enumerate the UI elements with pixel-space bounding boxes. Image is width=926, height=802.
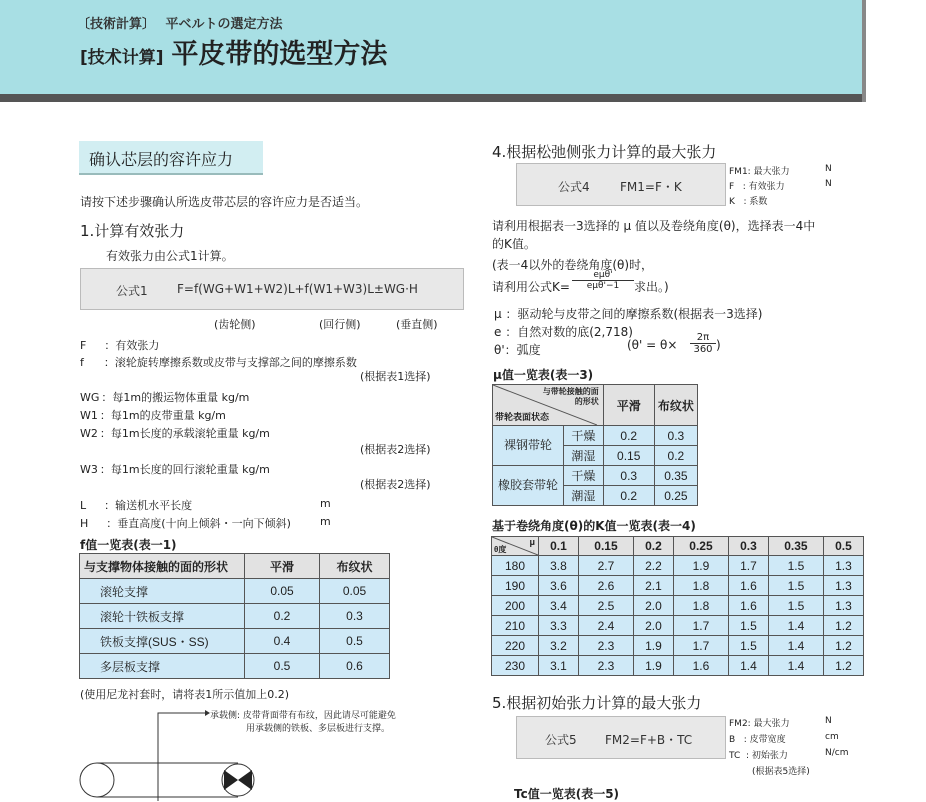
table4-k-cell: 1.9 <box>633 636 673 656</box>
table4-k-cell: 1.6 <box>728 576 768 596</box>
k-fraction-den: eμθ'−1 <box>586 281 620 291</box>
table4-angle-cell: 190 <box>492 576 539 596</box>
e-def: e ：自然对数的底(2,718) <box>494 325 633 339</box>
table1 <box>79 553 390 679</box>
legend4-F: F : 有效张力 <box>729 182 785 192</box>
formula4-text: FM1=F・K <box>620 180 682 194</box>
formula5-box <box>516 716 726 759</box>
formula4-label: 公式4 <box>558 180 590 194</box>
table4-k-cell: 1.6 <box>673 656 728 676</box>
table4-k-cell: 1.5 <box>728 616 768 636</box>
table1-header-shape: 与支撑物体接触的面的形状 <box>80 554 245 579</box>
section-title-box <box>79 141 263 175</box>
belt-diagram <box>78 760 258 801</box>
table4-k-cell: 1.5 <box>768 596 823 616</box>
legend5-note: (根据表5选择) <box>752 767 810 777</box>
table4-k-cell: 1.6 <box>728 596 768 616</box>
theta-def: θ'：弧度 <box>494 343 541 357</box>
theta-fraction <box>690 332 716 355</box>
table3 <box>492 384 698 506</box>
table-row <box>492 576 864 596</box>
table4-k-cell: 2.2 <box>633 556 673 576</box>
subtitle-bracket: 〔技術計算〕 <box>77 17 156 32</box>
table4-k-cell: 1.5 <box>768 576 823 596</box>
table4-k-cell: 1.9 <box>673 556 728 576</box>
table-row <box>492 616 864 636</box>
mu-def: μ ：驱动轮与皮带之间的摩擦系数(根据表一3选择) <box>494 307 763 321</box>
table4-k-cell: 1.3 <box>823 556 863 576</box>
subtitle-text: 平ベルトの選定方法 <box>165 17 283 32</box>
table4-k-cell: 2.0 <box>633 616 673 636</box>
table-row <box>492 636 864 656</box>
table5-caption: Tc值一览表(表一5) <box>514 787 620 801</box>
def-W2: W2 ：每1m长度的承载滚轮重量 kg/m <box>80 427 270 440</box>
table4-caption: 基于卷绕角度(θ)的K值一览表(表一4) <box>492 519 696 533</box>
table4-k-cell: 1.4 <box>728 656 768 676</box>
title-bracket: [技术计算] <box>80 48 164 68</box>
table1-caption: f值一览表(表一1) <box>80 538 177 552</box>
label-return-side: (回行侧) <box>319 318 361 331</box>
table4-k-cell: 1.9 <box>633 656 673 676</box>
table4-header-mu: 0.15 <box>578 537 633 556</box>
def-f-note: (根据表1选择) <box>360 370 431 383</box>
legend4-FM1: FM1: 最大张力 <box>729 167 790 177</box>
table-row <box>492 596 864 616</box>
table4-k-cell: 2.6 <box>578 576 633 596</box>
table4-header-mu: 0.25 <box>673 537 728 556</box>
table-row: 多层板支撑 0.5 0.6 <box>80 654 390 679</box>
step4-para2: 的K值。 <box>492 237 536 251</box>
theta-fraction-num: 2π <box>690 332 716 344</box>
legend4-F-unit: N <box>825 179 832 189</box>
def-f: f ：滚轮旋转摩擦系数或皮带与支撑部之间的摩擦系数 <box>80 356 357 369</box>
table4-k-cell: 2.7 <box>578 556 633 576</box>
table4-header-mu: 0.3 <box>728 537 768 556</box>
table4-k-cell: 1.5 <box>768 556 823 576</box>
table4-k-cell: 2.1 <box>633 576 673 596</box>
header-shadow <box>862 0 866 102</box>
header-title <box>80 32 387 71</box>
table4-k-cell: 1.4 <box>768 656 823 676</box>
table4 <box>491 536 864 676</box>
page-title: 平皮带的选型方法 <box>171 39 388 70</box>
step4-para3: (表一4以外的卷绕角度(θ)时， <box>492 258 654 272</box>
section-title: 确认芯层的容许应力 <box>89 150 234 169</box>
step4-para4a: 请利用公式K= <box>492 280 570 294</box>
table4-header-mu: 0.5 <box>823 537 863 556</box>
legend5-B-unit: cm <box>825 732 839 742</box>
table3-group-steel: 裸钢带轮 <box>493 426 564 466</box>
table-row: 裸钢带轮 干燥 0.2 0.3 <box>493 426 698 446</box>
formula1-box <box>80 268 464 310</box>
formula4-box <box>516 163 726 206</box>
table4-k-cell: 1.4 <box>768 636 823 656</box>
callout-text-1: 承载侧: 皮带背面带有布纹，因此请尽可能避免 <box>210 711 396 721</box>
table4-k-cell: 2.5 <box>578 596 633 616</box>
table4-k-cell: 3.8 <box>539 556 579 576</box>
table4-angle-cell: 220 <box>492 636 539 656</box>
table4-k-cell: 3.2 <box>539 636 579 656</box>
step1-heading: 1.计算有效张力 <box>80 222 185 240</box>
def-H-unit: m <box>320 515 331 528</box>
table4-k-cell: 1.2 <box>823 616 863 636</box>
table4-corner-theta: θ度 <box>494 545 507 554</box>
formula5-text: FM2=F+B・TC <box>605 733 693 747</box>
table4-k-cell: 1.8 <box>673 576 728 596</box>
theta-fraction-den: 360 <box>693 344 713 355</box>
table4-corner <box>492 537 539 556</box>
table3-caption: μ值一览表(表一3) <box>493 368 594 382</box>
step4-heading: 4.根据松弛侧张力计算的最大张力 <box>492 143 717 161</box>
legend5-FM2: FM2: 最大张力 <box>729 719 790 729</box>
table4-k-cell: 3.6 <box>539 576 579 596</box>
table4-k-cell: 1.2 <box>823 636 863 656</box>
table-row: 滚轮支撑 0.05 0.05 <box>80 579 390 604</box>
table-row <box>492 556 864 576</box>
legend5-TC: TC : 初始张力 <box>729 751 788 761</box>
def-H: H ：垂直高度(十向上倾斜・一向下倾斜) <box>80 517 291 530</box>
table4-k-cell: 1.3 <box>823 596 863 616</box>
table4-k-cell: 1.7 <box>673 616 728 636</box>
table1-note: (使用尼龙衬套时，请将表1所示值加上0.2) <box>80 688 290 701</box>
table4-k-cell: 1.4 <box>768 616 823 636</box>
k-fraction <box>572 270 634 291</box>
table4-k-cell: 1.2 <box>823 656 863 676</box>
legend5-TC-unit: N/cm <box>825 748 849 758</box>
table4-k-cell: 2.4 <box>578 616 633 636</box>
def-W2-note: (根据表2选择) <box>360 443 431 456</box>
table-row: 潮湿 0.15 0.2 <box>493 446 698 466</box>
table4-k-cell: 3.1 <box>539 656 579 676</box>
k-fraction-num: eμθ' <box>572 270 634 281</box>
intro-text: 请按下述步骤确认所选皮带芯层的容许应力是否适当。 <box>80 195 369 209</box>
table-row <box>492 656 864 676</box>
step5-heading: 5.根据初始张力计算的最大张力 <box>492 694 702 712</box>
formula1-label: 公式1 <box>116 284 148 298</box>
legend5-FM2-unit: N <box>825 716 832 726</box>
def-F: F ：有效张力 <box>80 339 160 352</box>
table4-k-cell: 1.7 <box>673 636 728 656</box>
table3-header-cloth: 布纹状 <box>654 385 697 426</box>
table3-corner <box>493 385 604 426</box>
table4-k-cell: 2.0 <box>633 596 673 616</box>
def-L-unit: m <box>320 497 331 510</box>
table4-k-cell: 3.3 <box>539 616 579 636</box>
def-W1: W1 ：每1m的皮带重量 kg/m <box>80 409 226 422</box>
table-row: 滚轮十铁板支撑 0.2 0.3 <box>80 604 390 629</box>
table4-angle-cell: 230 <box>492 656 539 676</box>
table4-k-cell: 1.8 <box>673 596 728 616</box>
table4-corner-mu: μ <box>529 537 535 547</box>
table4-k-cell: 1.7 <box>728 556 768 576</box>
table4-k-cell: 2.3 <box>578 656 633 676</box>
theta-formula-b: ) <box>716 338 721 352</box>
legend4-K: K : 系数 <box>729 197 768 207</box>
table1-header-cloth: 布纹状 <box>320 554 390 579</box>
table-row: 橡胶套带轮 干燥 0.3 0.35 <box>493 466 698 486</box>
label-gear-side: (齿轮侧) <box>214 318 256 331</box>
step1-desc: 有效张力由公式1计算。 <box>106 249 234 263</box>
table1-header-smooth: 平滑 <box>245 554 320 579</box>
table3-head-bottom: 带轮表面状态 <box>495 412 550 422</box>
formula5-label: 公式5 <box>545 733 577 747</box>
table4-header-mu: 0.2 <box>633 537 673 556</box>
table4-header-mu: 0.35 <box>768 537 823 556</box>
step4-para1: 请利用根据表一3选择的 μ 值以及卷绕角度(θ)，选择表一4中 <box>492 219 816 233</box>
table3-head-top: 与带轮接触的面的形状 <box>542 387 599 406</box>
legend5-B: B : 皮带宽度 <box>729 735 786 745</box>
table-row: 潮湿 0.2 0.25 <box>493 486 698 506</box>
callout-text-2: 用承载侧的铁板、多层板进行支撑。 <box>246 724 391 734</box>
header-subtitle <box>77 13 283 32</box>
def-L: L ：输送机水平长度 <box>80 499 193 512</box>
table3-group-rubber: 橡胶套带轮 <box>493 466 564 506</box>
table4-k-cell: 2.3 <box>578 636 633 656</box>
table-row: 铁板支撑(SUS・SS) 0.4 0.5 <box>80 629 390 654</box>
step4-para4b: 求出。) <box>634 280 669 294</box>
legend4-FM1-unit: N <box>825 164 832 174</box>
def-W3: W3 ：每1m长度的回行滚轮重量 kg/m <box>80 463 270 476</box>
def-W3-note: (根据表2选择) <box>360 478 431 491</box>
table4-k-cell: 3.4 <box>539 596 579 616</box>
table4-angle-cell: 180 <box>492 556 539 576</box>
def-WG: WG ：每1m的搬运物体重量 kg/m <box>80 391 250 404</box>
table4-angle-cell: 200 <box>492 596 539 616</box>
theta-formula-a: (θ' = θ× <box>627 338 678 352</box>
table4-angle-cell: 210 <box>492 616 539 636</box>
table4-k-cell: 1.5 <box>728 636 768 656</box>
formula1-text: F=f(WG+W1+W2)L+f(W1+W3)L±WG·H <box>177 282 418 296</box>
label-vertical-side: (垂直侧) <box>396 318 438 331</box>
table4-header-mu: 0.1 <box>539 537 579 556</box>
table4-k-cell: 1.3 <box>823 576 863 596</box>
table3-header-smooth: 平滑 <box>603 385 654 426</box>
